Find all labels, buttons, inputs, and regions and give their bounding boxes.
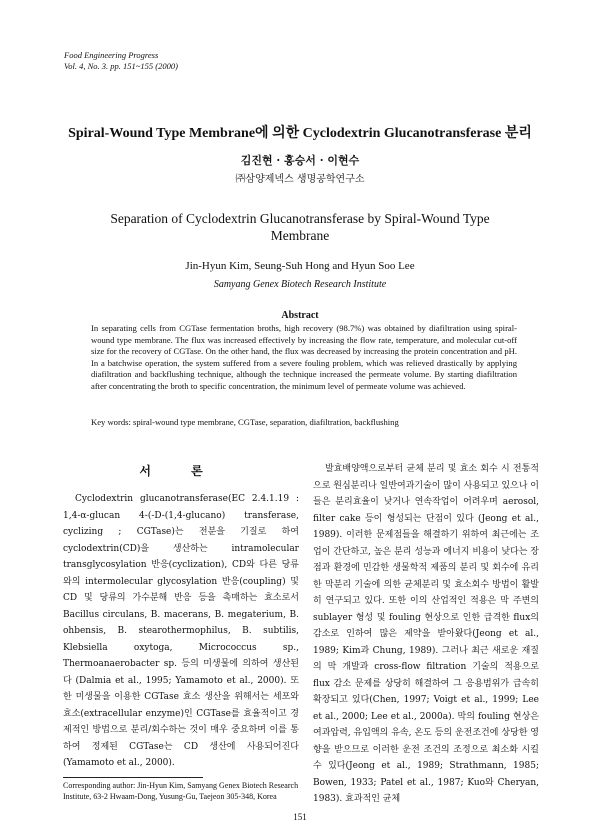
- abstract-text: In separating cells from CGTase fermentation broths, high recovery (98.7%) was obtained by diafiltration using spiral-wound type membrane. The flux was increased effectively by increasing the flow rate, temperature, and molecular cut-off size for the recovery of CGTase. On the other hand, the flux was decreased by increasing the protein concentration and pH. In a batchwise operation, the system suffered from a severe fouling problem, which was relieved drastically by applying diafiltration and backflushing technique, although the technique increased the permeate volume. By starting diafiltration after concentrating the broth to specific concentration, the minimum level of permeate volume was achieved.: [91, 323, 517, 391]
- english-authors: Jin-Hyun Kim, Seung-Suh Hong and Hyun Soo Lee: [185, 260, 415, 272]
- intro-paragraph-1: Cyclodextrin glucanotransferase(EC 2.4.1.19 : 1,4-α-glucan 4-(-D-(1,4-glucano) transferase, cyclizing ; CGTase)는 전분을 기질로 하여 cyclodextrin(CD)을 생산하는 intramolecular transglycosylation 반응(cyclization), CD와 다른 당류와의 intermolecular glycosylation 반응(coupling) 및 CD 및 당류의 가수분해 반응 등을 촉매하는 효소로서 Bacillus circulans, B. macerans, B. megaterium, B. ohbensis, B. stearothermophilus, B. subtilis, Klebsiella oxytoga, Micrococcus sp., Thermoanaerobacter sp. 등의 미생물에 의하여 생산된다 (Dalmia et al., 1995; Yamamoto et al., 2000). 또한 미생물을 이용한 CGTase 효소 생산을 위해서는 세포와 효소(extracellular enzyme)인 CGTase를 효율적이고 경제적인 방법으로 분리/회수하는 것이 매우 중요하며 이를 통하여 정제된 CGTase는 CD 생산에 사용되어진다(Yamamoto et al., 2000).: [63, 494, 299, 768]
- english-title: Separation of Cyclodextrin Glucanotransferase by Spiral-Wound Type Membrane: [110, 211, 490, 243]
- journal-name: Food Engineering Progress: [64, 50, 159, 60]
- abstract-heading: Abstract: [281, 310, 319, 321]
- korean-title: Spiral-Wound Type Membrane에 의한 Cyclodextrin Glucanotransferase 분리: [68, 126, 532, 141]
- page-number: 151: [293, 812, 307, 822]
- journal-issue: Vol. 4, No. 3. pp. 151~155 (2000): [64, 61, 178, 71]
- journal-header: [64, 50, 178, 72]
- corresponding-author-footnote: Corresponding author: Jin-Hyun Kim, Samyang Genex Biotech Research Institute, 63-2 Hwaam-Dong, Yusung-Gu, Taejeon 305-348, Korea: [63, 781, 299, 801]
- right-column: [313, 461, 539, 808]
- left-column: [63, 491, 299, 772]
- korean-affiliation: ㈜삼양제넥스 생명공학연구소: [235, 174, 365, 185]
- footnote-rule: [63, 777, 203, 778]
- keywords: Key words: spiral-wound type membrane, CGTase, separation, diafiltration, backflushing: [91, 417, 399, 427]
- intro-paragraph-2: 발효배양액으로부터 균체 분리 및 효소 회수 시 전통적으로 원심분리나 일반여과기술이 많이 사용되고 있으나 이들은 분리효율이 낮거나 연속작업이 어려우며 aerosol, filter cake 등이 형성되는 단점이 있다 (Jeong et al., 1989). 이러한 문제점들을 해결하기 위하여 최근에는 조업이 간단하고, 높은 분리 성능과 에너지 비용이 낮다는 장점과 환경에 민감한 생물학적 제품의 분리 및 회수에 유리한 막분리 기술에 의한 균체분리 및 효소회수 방법이 활발히 연구되고 있다. 또한 이의 산업적인 적용은 막 주변의 sublayer 형성 및 fouling 현상으로 인한 급격한 flux의 감소로 인하여 많은 제약을 받아왔다(Jeong et al., 1989; Kim과 Chung, 1989). 그러나 최근 새로운 재질의 막 개발과 cross-flow filtration 기술의 적용으로 flux 감소 문제를 상당히 해결하여 그 응용범위가 급속히 확장되고 있다(Chen, 1997; Voigt et al., 1999; Lee et al., 2000; Lee et al., 2000a). 막의 fouling 현상은 여과압력, 유입액의 유속, 온도 등의 운전조건에 상당한 영향을 받으므로 이러한 운전 조건의 조정으로 최소화 시킬 수 있다(Jeong et al., 1989; Strathmann, 1985; Bowen, 1933; Patel et al., 1987; Kuo와 Cheryan, 1983). 효과적인 균체: [313, 464, 539, 804]
- section-heading-introduction: 서 론: [139, 464, 221, 478]
- english-affiliation: Samyang Genex Biotech Research Institute: [213, 279, 387, 290]
- korean-authors: 김진현 · 홍승서 · 이현수: [240, 154, 360, 167]
